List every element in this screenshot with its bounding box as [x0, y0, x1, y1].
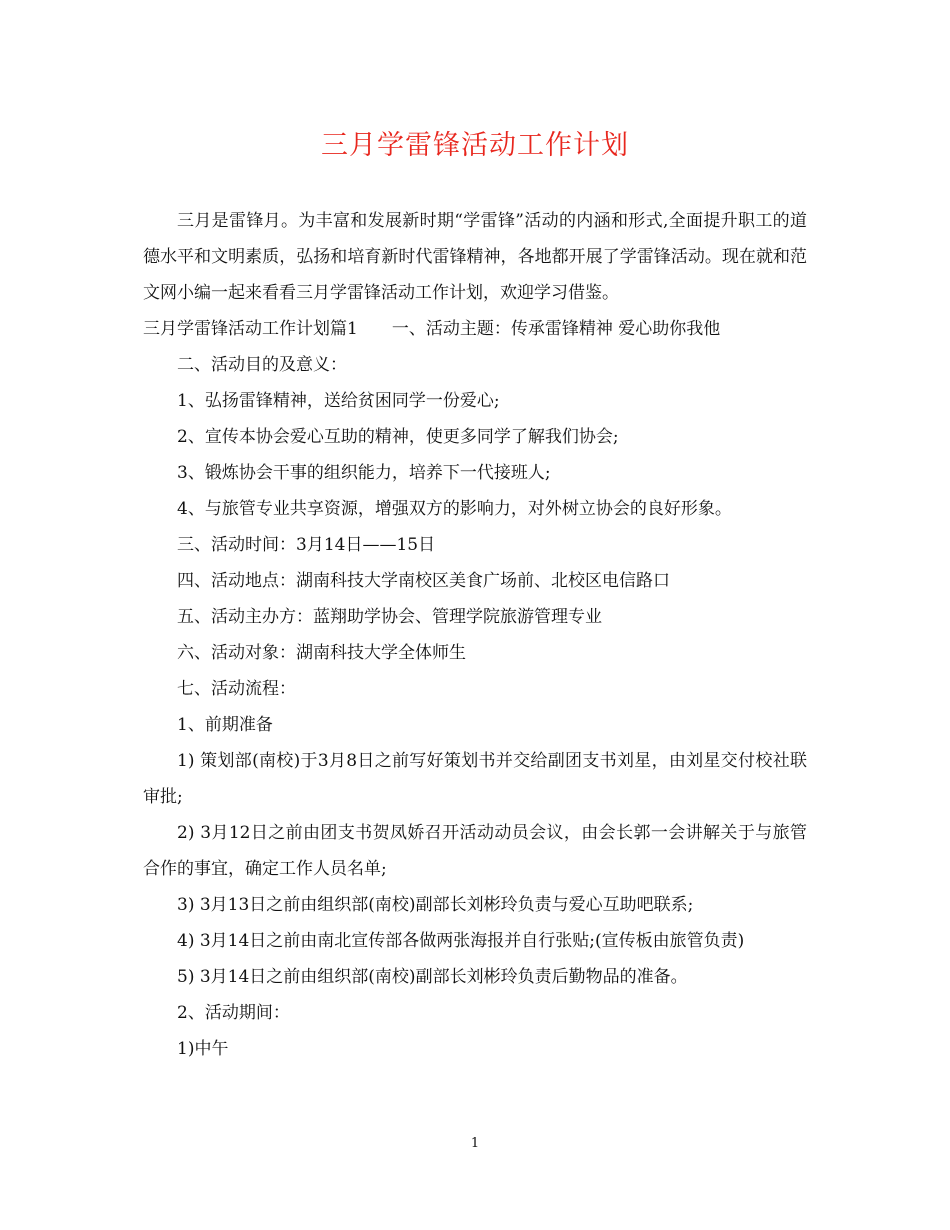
list-item: 1)中午: [177, 1039, 229, 1059]
list-item: 3) 3月13日之前由组织部(南校)副部长刘彬玲负责与爱心互助吧联系;: [177, 895, 694, 915]
list-item: 3、锻炼协会干事的组织能力，培养下一代接班人;: [177, 463, 551, 483]
list-item: 4) 3月14日之前由南北宣传部各做两张海报并自行张贴;(宣传板由旅管负责): [177, 931, 745, 951]
list-item: 1) 策划部(南校)于3月8日之前写好策划书并交给副团支书刘星，由刘星交付校社联审批;: [143, 751, 807, 807]
section-heading-location: 四、活动地点：湖南科技大学南校区美食广场前、北校区电信路口: [177, 571, 670, 591]
list-item: 2、宣传本协会爱心互助的精神，使更多同学了解我们协会;: [177, 427, 619, 447]
page-number: 1: [470, 1136, 480, 1151]
intro-paragraph: 三月是雷锋月。为丰富和发展新时期“学雷锋”活动的内涵和形式,全面提升职工的道德水平和文明素质，弘扬和培育新时代雷锋精神，各地都开展了学雷锋活动。现在就和范文网小编一起来看看三月学雷锋活动工作计划，欢迎学习借鉴。: [143, 211, 807, 303]
subsection-heading-during: 2、活动期间：: [177, 1003, 290, 1023]
document-body: [143, 203, 807, 1067]
section-heading-time: 三、活动时间：3月14日——15日: [177, 535, 436, 555]
section-heading-audience: 六、活动对象：湖南科技大学全体师生: [177, 643, 466, 663]
list-item: 1、弘扬雷锋精神，送给贫困同学一份爱心;: [177, 391, 500, 411]
list-item: 5) 3月14日之前由组织部(南校)副部长刘彬玲负责后勤物品的准备。: [177, 967, 688, 987]
subsection-heading-preparation: 1、前期准备: [177, 715, 273, 735]
document-title: 三月学雷锋活动工作计划: [321, 130, 629, 161]
list-item: 2) 3月12日之前由团支书贺凤娇召开活动动员会议，由会长郭一会讲解关于与旅管合作的事宜，确定工作人员名单;: [143, 823, 807, 879]
section-heading-purpose: 二、活动目的及意义：: [177, 355, 347, 375]
section-heading-theme: 三月学雷锋活动工作计划篇1 一、活动主题：传承雷锋精神 爱心助你我他: [143, 319, 721, 339]
list-item: 4、与旅管专业共享资源，增强双方的影响力，对外树立协会的良好形象。: [177, 499, 732, 519]
section-heading-organizer: 五、活动主办方：蓝翔助学协会、管理学院旅游管理专业: [177, 607, 602, 627]
section-heading-process: 七、活动流程：: [177, 679, 296, 699]
